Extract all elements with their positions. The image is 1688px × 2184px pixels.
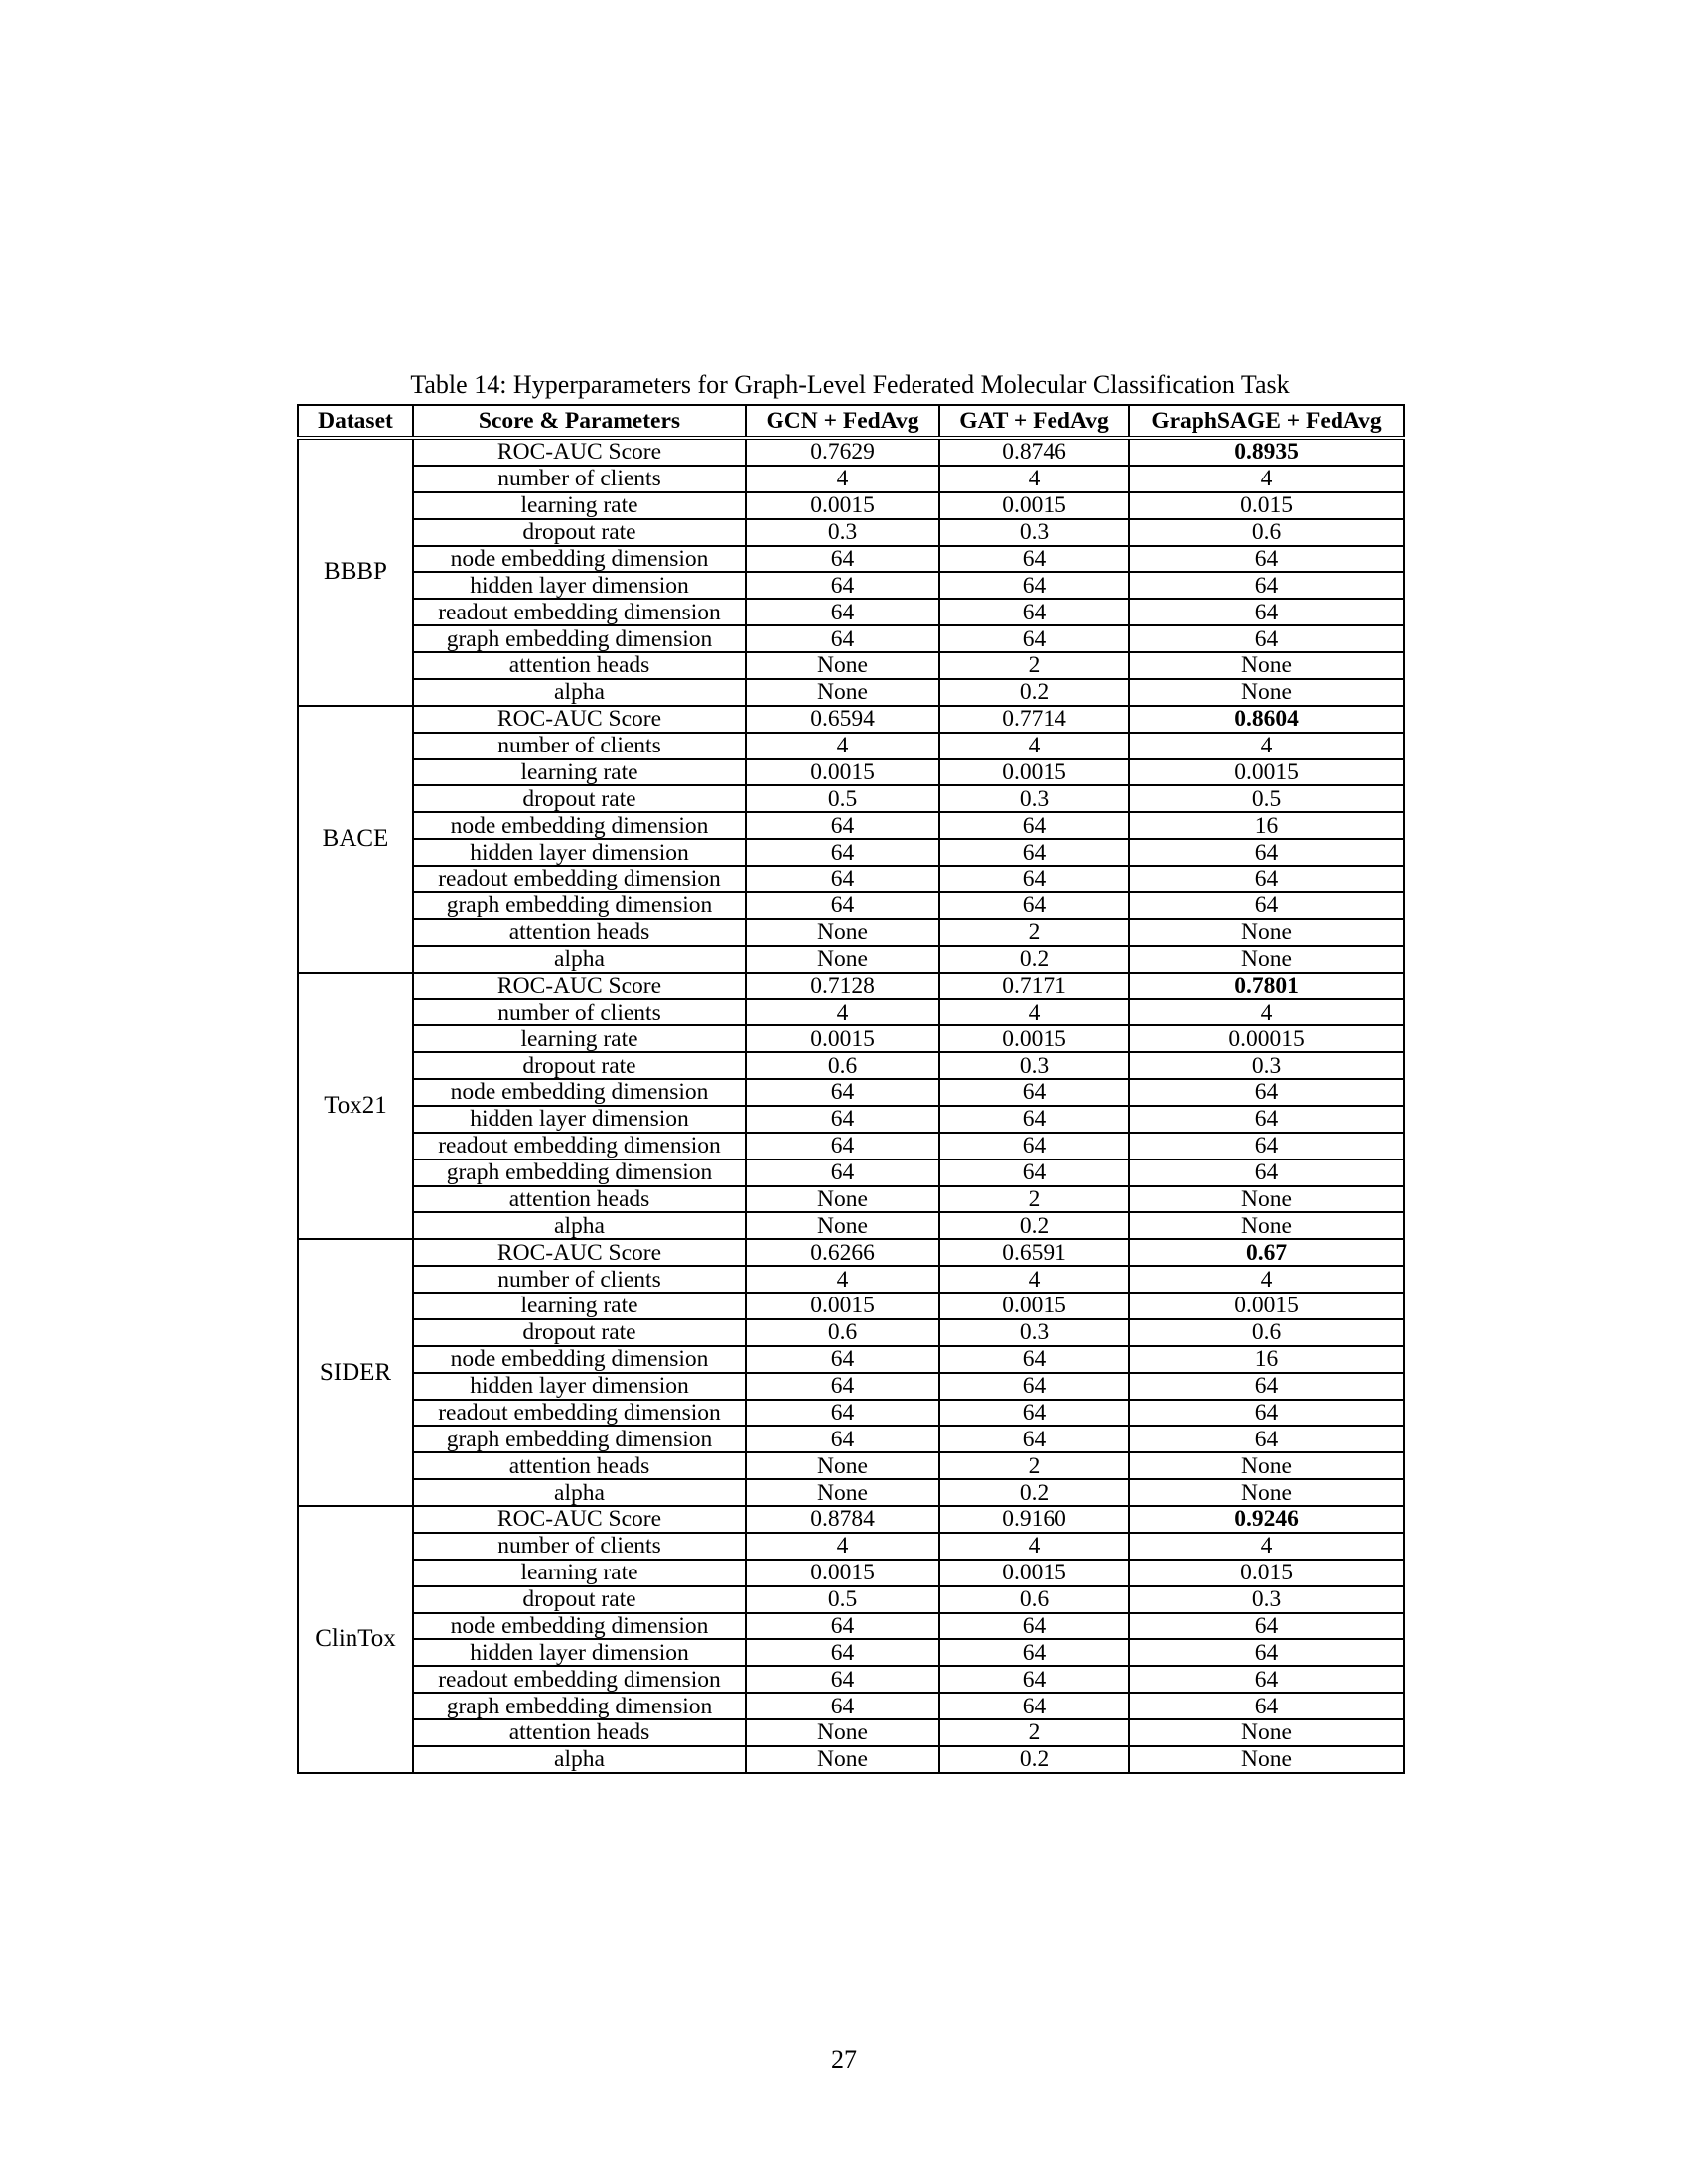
graphsage-value-cell: 64	[1129, 572, 1404, 599]
table-row	[298, 652, 1404, 679]
gcn-value-cell: 0.0015	[746, 1293, 939, 1319]
param-name-cell: learning rate	[413, 492, 746, 519]
gat-value-cell: 64	[939, 1160, 1129, 1186]
gat-value-cell: 64	[939, 892, 1129, 919]
gcn-value-cell: 64	[746, 812, 939, 839]
gcn-value-cell: 4	[746, 466, 939, 492]
gat-value-cell: 64	[939, 1346, 1129, 1373]
param-name-cell: graph embedding dimension	[413, 625, 746, 652]
gat-value-cell: 0.2	[939, 1479, 1129, 1506]
dataset-cell-clintox: ClinTox	[298, 1506, 413, 1773]
gcn-value-cell: 0.7629	[746, 438, 939, 466]
graphsage-value-cell: 64	[1129, 892, 1404, 919]
param-name-cell: readout embedding dimension	[413, 1400, 746, 1427]
param-name-cell: alpha	[413, 1479, 746, 1506]
table-row	[298, 866, 1404, 892]
table-row	[298, 919, 1404, 946]
param-name-cell: learning rate	[413, 759, 746, 786]
table-row	[298, 1719, 1404, 1746]
gat-value-cell: 64	[939, 866, 1129, 892]
gat-value-cell: 0.3	[939, 519, 1129, 546]
gcn-value-cell: 0.0015	[746, 1025, 939, 1052]
param-name-cell: number of clients	[413, 466, 746, 492]
gat-value-cell: 0.0015	[939, 492, 1129, 519]
param-name-cell: number of clients	[413, 999, 746, 1025]
param-name-cell: attention heads	[413, 919, 746, 946]
gcn-value-cell: 64	[746, 892, 939, 919]
gat-value-cell: 0.0015	[939, 759, 1129, 786]
graphsage-value-cell: 0.3	[1129, 1052, 1404, 1079]
graphsage-value-cell: 0.6	[1129, 1319, 1404, 1346]
gcn-value-cell: 64	[746, 546, 939, 573]
table-row	[298, 1106, 1404, 1133]
gat-value-cell: 64	[939, 625, 1129, 652]
graphsage-value-cell: None	[1129, 1719, 1404, 1746]
header-gcn-fedavg: GCN + FedAvg	[746, 405, 939, 438]
gat-value-cell: 4	[939, 733, 1129, 759]
gcn-value-cell: 64	[746, 625, 939, 652]
graphsage-value-cell: 4	[1129, 466, 1404, 492]
graphsage-value-cell: 64	[1129, 1133, 1404, 1160]
graphsage-value-cell: None	[1129, 652, 1404, 679]
table-row	[298, 1319, 1404, 1346]
table-row	[298, 1052, 1404, 1079]
graphsage-value-cell: 64	[1129, 1426, 1404, 1452]
table-row	[298, 1293, 1404, 1319]
gat-value-cell: 0.0015	[939, 1025, 1129, 1052]
graphsage-value-cell: 0.8604	[1129, 706, 1404, 733]
gat-value-cell: 64	[939, 1400, 1129, 1427]
gat-value-cell: 64	[939, 839, 1129, 866]
param-name-cell: dropout rate	[413, 1586, 746, 1613]
param-name-cell: readout embedding dimension	[413, 866, 746, 892]
gat-value-cell: 4	[939, 466, 1129, 492]
param-name-cell: hidden layer dimension	[413, 1106, 746, 1133]
table-row	[298, 466, 1404, 492]
gat-value-cell: 64	[939, 599, 1129, 625]
graphsage-value-cell: 0.5	[1129, 785, 1404, 812]
graphsage-value-cell: 64	[1129, 1400, 1404, 1427]
graphsage-value-cell: 64	[1129, 839, 1404, 866]
graphsage-value-cell: 0.00015	[1129, 1025, 1404, 1052]
gcn-value-cell: 64	[746, 1133, 939, 1160]
table-row	[298, 1506, 1404, 1533]
gcn-value-cell: 64	[746, 1373, 939, 1400]
table-row	[298, 1025, 1404, 1052]
gat-value-cell: 0.7171	[939, 973, 1129, 1000]
gcn-value-cell: 0.0015	[746, 1560, 939, 1586]
gcn-value-cell: 0.8784	[746, 1506, 939, 1533]
table-row	[298, 1560, 1404, 1586]
table-row	[298, 733, 1404, 759]
gcn-value-cell: 0.6	[746, 1052, 939, 1079]
gcn-value-cell: 0.3	[746, 519, 939, 546]
gat-value-cell: 2	[939, 919, 1129, 946]
gat-value-cell: 0.6591	[939, 1239, 1129, 1266]
gat-value-cell: 64	[939, 1106, 1129, 1133]
gat-value-cell: 64	[939, 1373, 1129, 1400]
table-row	[298, 973, 1404, 1000]
header-graphsage-fedavg: GraphSAGE + FedAvg	[1129, 405, 1404, 438]
gcn-value-cell: None	[746, 1479, 939, 1506]
graphsage-value-cell: 4	[1129, 733, 1404, 759]
param-name-cell: ROC-AUC Score	[413, 973, 746, 1000]
graphsage-value-cell: 0.6	[1129, 519, 1404, 546]
gcn-value-cell: 64	[746, 1079, 939, 1106]
graphsage-value-cell: 16	[1129, 1346, 1404, 1373]
param-name-cell: alpha	[413, 679, 746, 706]
gat-value-cell: 0.8746	[939, 438, 1129, 466]
param-name-cell: graph embedding dimension	[413, 892, 746, 919]
param-name-cell: alpha	[413, 1212, 746, 1239]
table-row	[298, 572, 1404, 599]
gat-value-cell: 4	[939, 1533, 1129, 1560]
table-row	[298, 1452, 1404, 1479]
param-name-cell: ROC-AUC Score	[413, 1506, 746, 1533]
gcn-value-cell: 64	[746, 1400, 939, 1427]
gat-value-cell: 0.0015	[939, 1560, 1129, 1586]
gat-value-cell: 64	[939, 572, 1129, 599]
param-name-cell: dropout rate	[413, 1319, 746, 1346]
param-name-cell: graph embedding dimension	[413, 1160, 746, 1186]
param-name-cell: dropout rate	[413, 785, 746, 812]
graphsage-value-cell: 0.9246	[1129, 1506, 1404, 1533]
gcn-value-cell: 0.6	[746, 1319, 939, 1346]
table-row	[298, 1186, 1404, 1213]
gat-value-cell: 2	[939, 1186, 1129, 1213]
gcn-value-cell: 0.6594	[746, 706, 939, 733]
graphsage-value-cell: 64	[1129, 1160, 1404, 1186]
param-name-cell: node embedding dimension	[413, 1079, 746, 1106]
table-row	[298, 1613, 1404, 1640]
gcn-value-cell: 64	[746, 1426, 939, 1452]
graphsage-value-cell: None	[1129, 946, 1404, 973]
gcn-value-cell: 0.0015	[746, 492, 939, 519]
table-row	[298, 812, 1404, 839]
gcn-value-cell: 4	[746, 1533, 939, 1560]
table-row	[298, 785, 1404, 812]
table-row	[298, 839, 1404, 866]
param-name-cell: graph embedding dimension	[413, 1693, 746, 1719]
table-row	[298, 946, 1404, 973]
gat-value-cell: 64	[939, 1079, 1129, 1106]
table-row	[298, 599, 1404, 625]
gcn-value-cell: 64	[746, 1666, 939, 1693]
graphsage-value-cell: None	[1129, 1212, 1404, 1239]
gat-value-cell: 64	[939, 1613, 1129, 1640]
gat-value-cell: 0.2	[939, 1746, 1129, 1773]
gat-value-cell: 0.6	[939, 1586, 1129, 1613]
gat-value-cell: 64	[939, 1639, 1129, 1666]
dataset-cell-bace: BACE	[298, 706, 413, 973]
table-row	[298, 706, 1404, 733]
table-row	[298, 1266, 1404, 1293]
graphsage-value-cell: 64	[1129, 1373, 1404, 1400]
param-name-cell: node embedding dimension	[413, 1346, 746, 1373]
table-row	[298, 1346, 1404, 1373]
graphsage-value-cell: 64	[1129, 1613, 1404, 1640]
param-name-cell: attention heads	[413, 1719, 746, 1746]
gat-value-cell: 64	[939, 1426, 1129, 1452]
param-name-cell: ROC-AUC Score	[413, 438, 746, 466]
table-row	[298, 1666, 1404, 1693]
gat-value-cell: 0.3	[939, 1052, 1129, 1079]
param-name-cell: number of clients	[413, 1533, 746, 1560]
param-name-cell: readout embedding dimension	[413, 1133, 746, 1160]
hyperparameter-table	[297, 404, 1405, 1774]
table-row	[298, 1533, 1404, 1560]
table-body	[298, 438, 1404, 1773]
graphsage-value-cell: None	[1129, 1479, 1404, 1506]
gat-value-cell: 0.7714	[939, 706, 1129, 733]
gat-value-cell: 0.2	[939, 946, 1129, 973]
gcn-value-cell: 64	[746, 572, 939, 599]
graphsage-value-cell: None	[1129, 1186, 1404, 1213]
gcn-value-cell: 0.7128	[746, 973, 939, 1000]
table-row	[298, 519, 1404, 546]
gcn-value-cell: 64	[746, 1693, 939, 1719]
gcn-value-cell: 0.5	[746, 1586, 939, 1613]
gat-value-cell: 64	[939, 812, 1129, 839]
graphsage-value-cell: 0.67	[1129, 1239, 1404, 1266]
param-name-cell: hidden layer dimension	[413, 572, 746, 599]
graphsage-value-cell: 64	[1129, 1693, 1404, 1719]
table-row	[298, 1160, 1404, 1186]
gcn-value-cell: None	[746, 1719, 939, 1746]
table-row	[298, 1400, 1404, 1427]
table-caption: Table 14: Hyperparameters for Graph-Level Federated Molecular Classification Task	[410, 370, 1290, 399]
gat-value-cell: 0.9160	[939, 1506, 1129, 1533]
table-row	[298, 1373, 1404, 1400]
gcn-value-cell: 0.5	[746, 785, 939, 812]
graphsage-value-cell: 64	[1129, 1639, 1404, 1666]
param-name-cell: attention heads	[413, 1452, 746, 1479]
gcn-value-cell: None	[746, 1746, 939, 1773]
table-row	[298, 759, 1404, 786]
graphsage-value-cell: 0.3	[1129, 1586, 1404, 1613]
gcn-value-cell: 64	[746, 866, 939, 892]
table-row	[298, 1746, 1404, 1773]
dataset-cell-sider: SIDER	[298, 1239, 413, 1506]
gcn-value-cell: None	[746, 919, 939, 946]
param-name-cell: number of clients	[413, 1266, 746, 1293]
header-dataset: Dataset	[298, 405, 413, 438]
gat-value-cell: 2	[939, 652, 1129, 679]
gcn-value-cell: 64	[746, 599, 939, 625]
table-row	[298, 999, 1404, 1025]
graphsage-value-cell: 64	[1129, 1106, 1404, 1133]
graphsage-value-cell: None	[1129, 1746, 1404, 1773]
table-row	[298, 1426, 1404, 1452]
table-row	[298, 1239, 1404, 1266]
table-row	[298, 1212, 1404, 1239]
graphsage-value-cell: 0.0015	[1129, 1293, 1404, 1319]
gcn-value-cell: 4	[746, 733, 939, 759]
gcn-value-cell: None	[746, 679, 939, 706]
gcn-value-cell: 4	[746, 999, 939, 1025]
table-row	[298, 679, 1404, 706]
graphsage-value-cell: 0.0015	[1129, 759, 1404, 786]
param-name-cell: learning rate	[413, 1560, 746, 1586]
param-name-cell: node embedding dimension	[413, 1613, 746, 1640]
param-name-cell: readout embedding dimension	[413, 599, 746, 625]
header-gat-fedavg: GAT + FedAvg	[939, 405, 1129, 438]
gat-value-cell: 64	[939, 546, 1129, 573]
gcn-value-cell: None	[746, 652, 939, 679]
table-row	[298, 438, 1404, 466]
gat-value-cell: 0.3	[939, 1319, 1129, 1346]
param-name-cell: ROC-AUC Score	[413, 706, 746, 733]
graphsage-value-cell: 0.015	[1129, 1560, 1404, 1586]
gat-value-cell: 0.2	[939, 679, 1129, 706]
param-name-cell: learning rate	[413, 1293, 746, 1319]
table-row	[298, 1639, 1404, 1666]
gcn-value-cell: None	[746, 1212, 939, 1239]
gat-value-cell: 0.3	[939, 785, 1129, 812]
graphsage-value-cell: 64	[1129, 1079, 1404, 1106]
gcn-value-cell: 64	[746, 1613, 939, 1640]
graphsage-value-cell: 4	[1129, 1533, 1404, 1560]
gat-value-cell: 4	[939, 999, 1129, 1025]
table-row	[298, 1133, 1404, 1160]
table-row	[298, 1693, 1404, 1719]
table-row	[298, 1079, 1404, 1106]
param-name-cell: learning rate	[413, 1025, 746, 1052]
gat-value-cell: 64	[939, 1133, 1129, 1160]
param-name-cell: hidden layer dimension	[413, 1373, 746, 1400]
table-row	[298, 1586, 1404, 1613]
gat-value-cell: 2	[939, 1719, 1129, 1746]
param-name-cell: alpha	[413, 946, 746, 973]
graphsage-value-cell: 64	[1129, 866, 1404, 892]
graphsage-value-cell: 64	[1129, 546, 1404, 573]
header-score-parameters: Score & Parameters	[413, 405, 746, 438]
table-row	[298, 546, 1404, 573]
gcn-value-cell: 64	[746, 1160, 939, 1186]
table-row	[298, 892, 1404, 919]
param-name-cell: dropout rate	[413, 1052, 746, 1079]
graphsage-value-cell: 4	[1129, 999, 1404, 1025]
gcn-value-cell: None	[746, 946, 939, 973]
graphsage-value-cell: 0.015	[1129, 492, 1404, 519]
gcn-value-cell: 4	[746, 1266, 939, 1293]
param-name-cell: dropout rate	[413, 519, 746, 546]
graphsage-value-cell: 0.7801	[1129, 973, 1404, 1000]
param-name-cell: number of clients	[413, 733, 746, 759]
gcn-value-cell: 64	[746, 1639, 939, 1666]
param-name-cell: alpha	[413, 1746, 746, 1773]
dataset-cell-bbbp: BBBP	[298, 438, 413, 706]
param-name-cell: attention heads	[413, 1186, 746, 1213]
param-name-cell: hidden layer dimension	[413, 839, 746, 866]
gcn-value-cell: 0.6266	[746, 1239, 939, 1266]
param-name-cell: node embedding dimension	[413, 546, 746, 573]
gat-value-cell: 4	[939, 1266, 1129, 1293]
gcn-value-cell: 64	[746, 1346, 939, 1373]
gcn-value-cell: None	[746, 1186, 939, 1213]
gat-value-cell: 0.0015	[939, 1293, 1129, 1319]
param-name-cell: node embedding dimension	[413, 812, 746, 839]
graphsage-value-cell: 16	[1129, 812, 1404, 839]
graphsage-value-cell: 4	[1129, 1266, 1404, 1293]
table-row	[298, 492, 1404, 519]
param-name-cell: ROC-AUC Score	[413, 1239, 746, 1266]
table-row	[298, 625, 1404, 652]
graphsage-value-cell: None	[1129, 679, 1404, 706]
gat-value-cell: 2	[939, 1452, 1129, 1479]
gat-value-cell: 0.2	[939, 1212, 1129, 1239]
graphsage-value-cell: 64	[1129, 599, 1404, 625]
param-name-cell: graph embedding dimension	[413, 1426, 746, 1452]
page-number: 27	[831, 2045, 857, 2074]
gcn-value-cell: 64	[746, 1106, 939, 1133]
graphsage-value-cell: None	[1129, 919, 1404, 946]
gat-value-cell: 64	[939, 1693, 1129, 1719]
graphsage-value-cell: 0.8935	[1129, 438, 1404, 466]
graphsage-value-cell: None	[1129, 1452, 1404, 1479]
graphsage-value-cell: 64	[1129, 625, 1404, 652]
gcn-value-cell: 0.0015	[746, 759, 939, 786]
param-name-cell: readout embedding dimension	[413, 1666, 746, 1693]
dataset-cell-tox21: Tox21	[298, 973, 413, 1240]
graphsage-value-cell: 64	[1129, 1666, 1404, 1693]
gcn-value-cell: None	[746, 1452, 939, 1479]
table-row	[298, 1479, 1404, 1506]
param-name-cell: attention heads	[413, 652, 746, 679]
table-header-row	[298, 405, 1404, 438]
gat-value-cell: 64	[939, 1666, 1129, 1693]
gcn-value-cell: 64	[746, 839, 939, 866]
param-name-cell: hidden layer dimension	[413, 1639, 746, 1666]
